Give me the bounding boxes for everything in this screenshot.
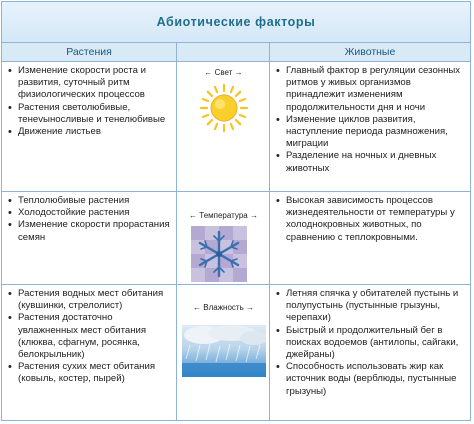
list-item: • Главный фактор в регуляции сезонных ритмов у живых организмов принадлежит изменениям продолжительности дня и ночи	[286, 65, 466, 114]
plants-cell	[2, 285, 177, 420]
abiotic-factors-table	[1, 1, 471, 421]
table-row-humidity	[2, 285, 470, 420]
factor-label-light: ← Свет →	[204, 68, 243, 77]
rain-clouds-icon	[182, 325, 266, 377]
list-item: • Растения светолюбивые, тенevыносливые и тенелюбивые	[18, 102, 172, 126]
list-item: • Растения сухих мест обитания (ковыль, костер, пырей)	[18, 361, 172, 385]
plants-cell	[2, 192, 177, 284]
list-item: • Изменение циклов развития, наступление периода размножения, миграции	[286, 114, 466, 151]
list-item: • Способность использовать жир как источник воды (верблюды, пустынные грызуны)	[286, 361, 466, 398]
header-animals: Животные	[270, 43, 470, 62]
plants-cell	[2, 62, 177, 191]
animals-cell	[270, 192, 470, 284]
list-item: • Теплолюбивые растения	[18, 195, 172, 207]
header-plants: Растения	[2, 43, 177, 62]
list-item: • Быстрый и продолжительный бег в поисках водоемов (антилопы, сайгаки, джейраны)	[286, 325, 466, 362]
animals-cell	[270, 285, 470, 420]
list-item: • Разделение на ночных и дневных животных	[286, 150, 466, 174]
list-item: • Изменение скорости прорастания семян	[18, 219, 172, 243]
list-item: • Летняя спячка у обитателей пустынь и полупустынь (пустынные грызуны, черепахи)	[286, 288, 466, 325]
list-item: • Растения достаточно увлажненных мест обитания (клюква, сфагнум, росянка, белокрыльник)	[18, 312, 172, 361]
factor-cell-humidity	[177, 285, 270, 420]
list-item: • Изменение скорости роста и развития, суточный ритм физиологических процессов	[18, 65, 172, 102]
list-item: • Растения водных мест обитания (кувшинки, стрелолист)	[18, 288, 172, 312]
list-item: • Холодостойкие растения	[18, 207, 172, 219]
table-row-temperature	[2, 192, 470, 285]
table-row-light	[2, 62, 470, 192]
factor-cell-light	[177, 62, 270, 191]
factor-label-temperature: ← Температура →	[189, 211, 258, 220]
table-title: Абиотические факторы	[2, 2, 470, 43]
list-item: • Высокая зависимость процессов жизнедеятельности от температуры у холоднокровных животных, по сравнению с теплокровными.	[286, 195, 466, 244]
header-factor-column	[177, 43, 270, 62]
list-item: • Движение листьев	[18, 126, 172, 138]
animals-cell	[270, 62, 470, 191]
snowflake-icon	[191, 226, 247, 282]
factor-cell-temperature	[177, 192, 270, 284]
factor-label-humidity: ← Влажность →	[193, 303, 254, 312]
sun-icon	[198, 82, 250, 134]
